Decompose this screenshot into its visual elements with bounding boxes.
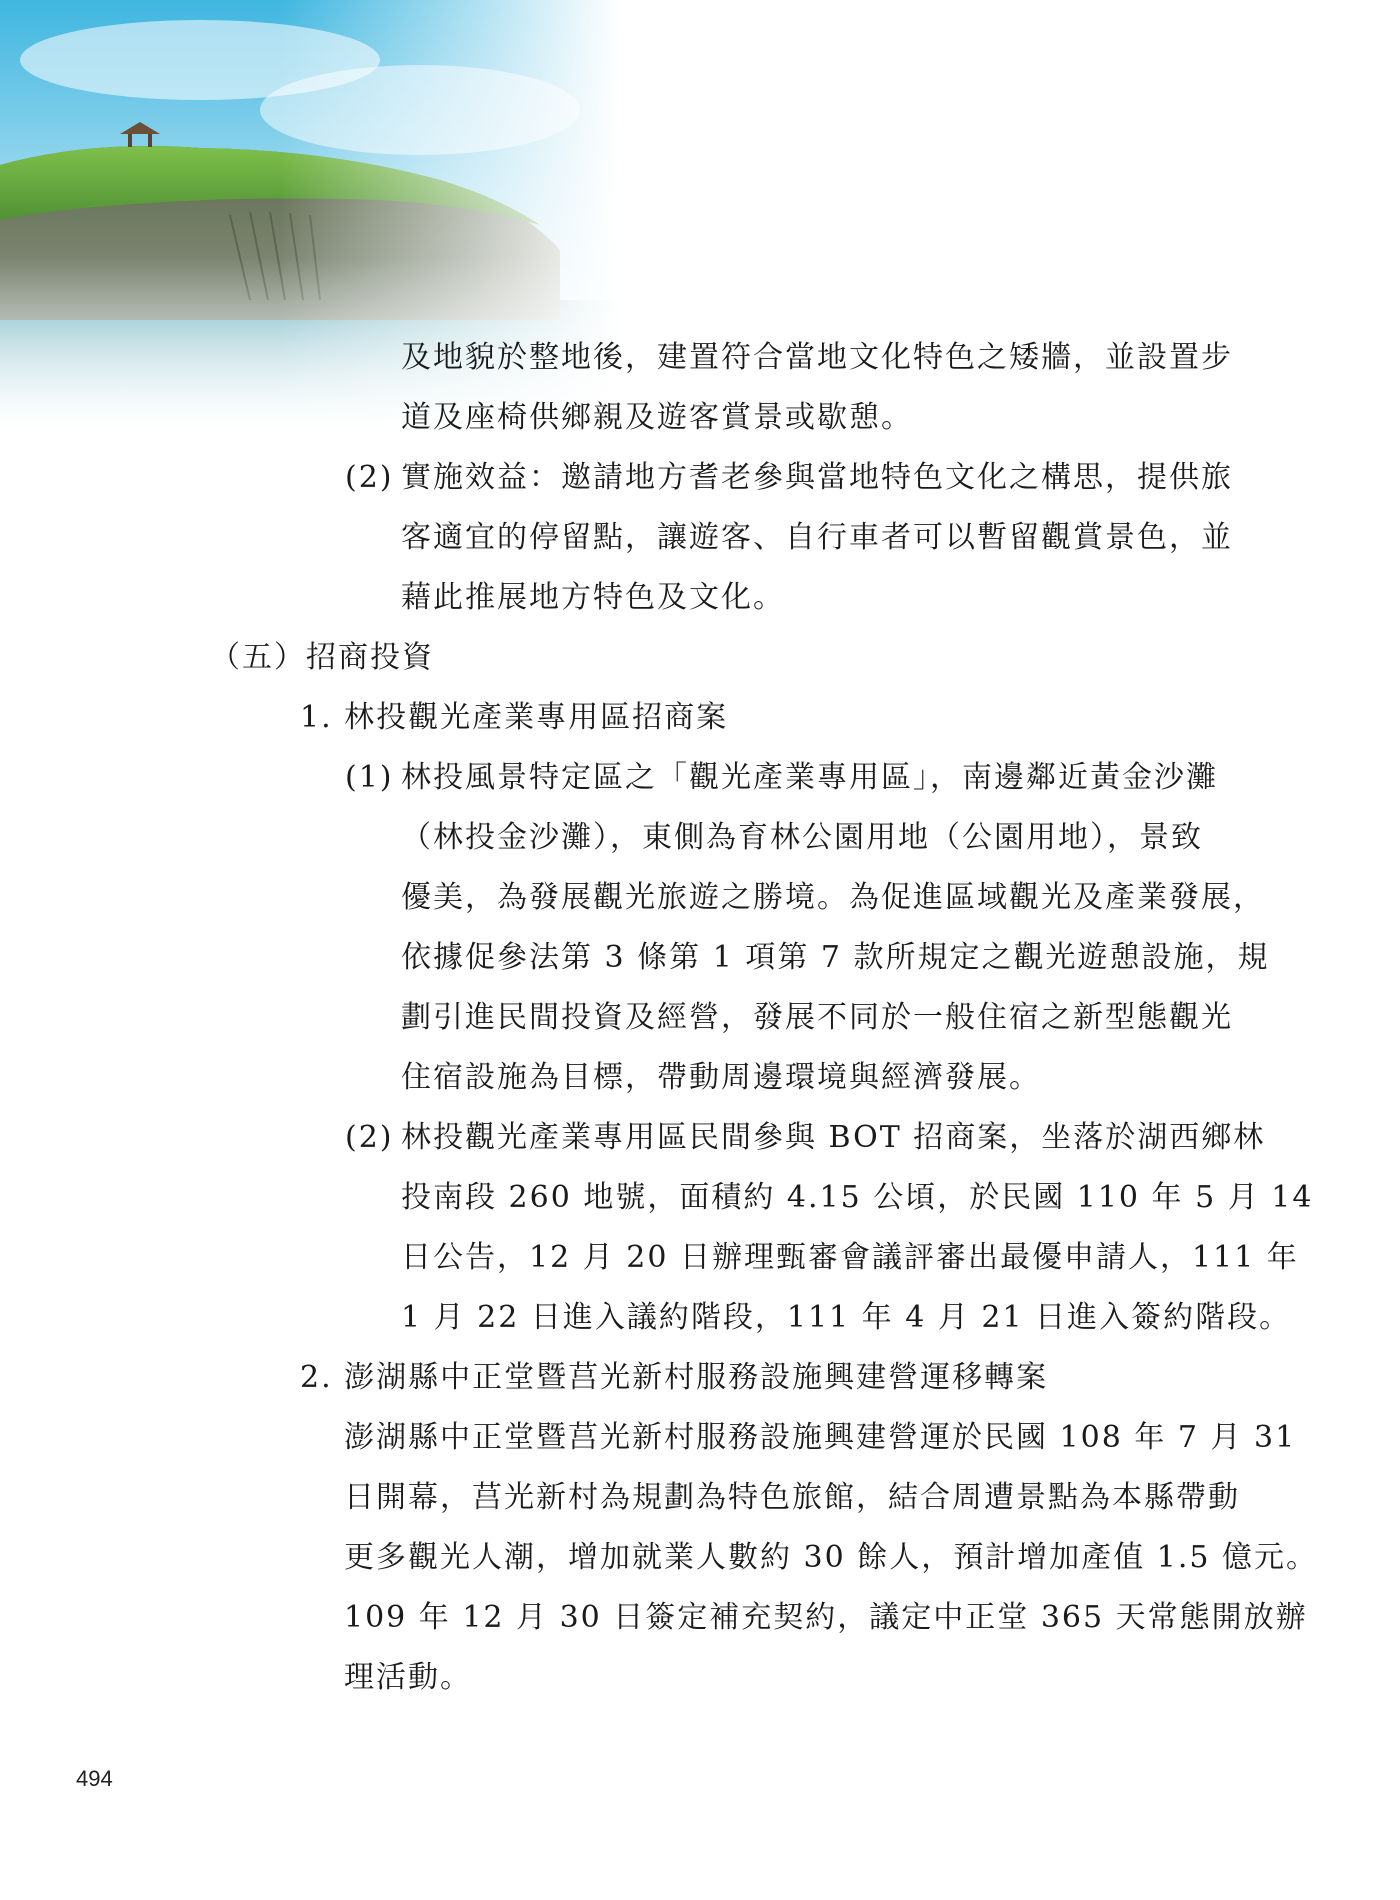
text-line: 林投風景特定區之「觀光產業專用區」，南邊鄰近黃金沙灘 [401,760,1218,795]
subsection-heading: 1. 林投觀光產業專用區招商案 [300,700,729,735]
section-heading: （五）招商投資 [210,640,434,675]
text-line: 藉此推展地方特色及文化。 [401,580,785,615]
text-line: 1 月 22 日進入議約階段，111 年 4 月 21 日進入簽約階段。 [401,1300,1292,1335]
text-line: 實施效益：邀請地方耆老參與當地特色文化之構思，提供旅 [401,460,1233,495]
list-marker: (2) [345,460,394,495]
text-line: 劃引進民間投資及經營，發展不同於一般住宿之新型態觀光 [401,1000,1233,1035]
list-marker: (1) [345,760,394,795]
text-line: 客適宜的停留點，讓遊客、自行車者可以暫留觀賞景色，並 [401,520,1233,555]
text-line: 更多觀光人潮，增加就業人數約 30 餘人，預計增加產值 1.5 億元。 [344,1540,1319,1575]
page-number: 494 [76,1766,113,1791]
text-line: 理活動。 [344,1660,472,1695]
text-line: 及地貌於整地後，建置符合當地文化特色之矮牆，並設置步 [401,340,1233,375]
text-line: 109 年 12 月 30 日簽定補充契約，議定中正堂 365 天常態開放辦 [344,1600,1308,1635]
text-line: 林投觀光產業專用區民間參與 BOT 招商案，坐落於湖西鄉林 [401,1120,1266,1155]
text-line: 優美，為發展觀光旅遊之勝境。為促進區域觀光及產業發展， [401,880,1265,915]
subsection-heading: 2. 澎湖縣中正堂暨莒光新村服務設施興建營運移轉案 [300,1360,1049,1395]
text-line: （林投金沙灘），東側為育林公園用地（公園用地），景致 [401,820,1203,855]
text-line: 日公告，12 月 20 日辦理甄審會議評審出最優申請人，111 年 [401,1240,1299,1275]
text-line: 住宿設施為目標，帶動周邊環境與經濟發展。 [401,1060,1041,1095]
text-line: 依據促參法第 3 條第 1 項第 7 款所規定之觀光遊憩設施，規 [401,940,1270,975]
text-line: 澎湖縣中正堂暨莒光新村服務設施興建營運於民國 108 年 7 月 31 [344,1420,1297,1455]
text-line: 日開幕，莒光新村為規劃為特色旅館，結合周遭景點為本縣帶動 [344,1480,1240,1515]
list-marker: (2) [345,1120,394,1155]
text-line: 投南段 260 地號，面積約 4.15 公頃，於民國 110 年 5 月 14 [401,1180,1314,1215]
text-line: 道及座椅供鄉親及遊客賞景或歇憩。 [401,400,913,435]
